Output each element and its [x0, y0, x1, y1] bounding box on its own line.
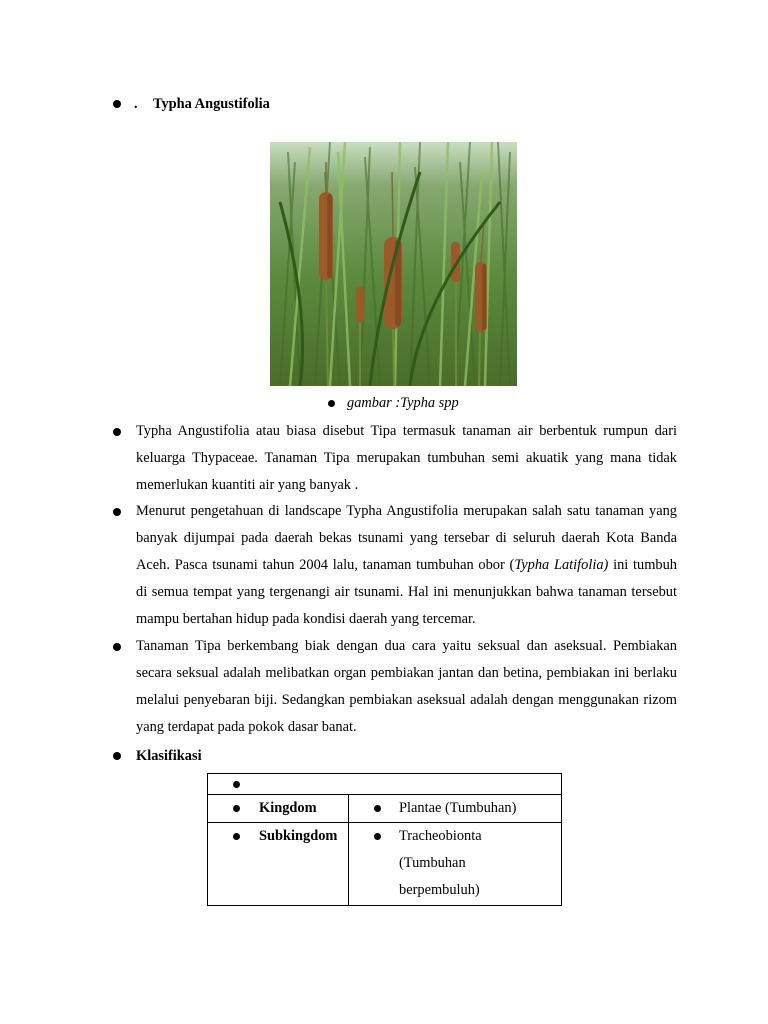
- bullet-icon: [374, 833, 381, 840]
- caption-bullet-icon: [328, 400, 335, 407]
- klasifikasi-title: Klasifikasi: [136, 748, 202, 764]
- paragraph-2: [136, 498, 677, 633]
- bullet-icon: [113, 643, 121, 651]
- paragraph-3: Tanaman Tipa berkembang biak dengan dua cara yaitu seksual dan aseksual. Pembiakan secara seksual adalah melibatkan organ pembiakan jantan dan betina, pembiakan ini berlaku melalui penyebaran biji. Sedangkan pembiakan aseksual adalah dengan menggunakan rizom yang terdapat pada pokok dasar banat.: [136, 638, 677, 735]
- rank-value-line: (Tumbuhan: [399, 855, 466, 871]
- section-heading: [134, 96, 270, 113]
- bullet-icon: [113, 508, 121, 516]
- classification-table: [207, 773, 562, 906]
- bullet-icon: [233, 833, 240, 840]
- typha-photo: [270, 142, 517, 386]
- rank-value-line: Tracheobionta: [399, 828, 482, 844]
- bullet-icon: [233, 781, 240, 788]
- bullet-icon: [374, 805, 381, 812]
- paragraph-2-text-a: Menurut pengetahuan di landscape Typha Angustifolia merupakan salah satu tanaman yang banyak dijumpai pada daerah bekas tsunami yang tersebar di seluruh daerah Kota Banda Aceh. Pasca tsunami tahun 2004 lalu, tanaman tumbuhan obor (: [136, 503, 677, 573]
- rank-label: Kingdom: [259, 800, 317, 816]
- image-caption: [347, 395, 459, 412]
- rank-value: Plantae (Tumbuhan): [399, 800, 517, 816]
- heading-title: Typha Angustifolia: [152, 96, 270, 112]
- paragraph-2-text-b: ini tumbuh di semua tempat yang tergenangi air tsunami. Hal ini menunjukkan bahwa tanaman tersebut mampu bertahan hidup pada kondisi daerah yang tercemar.: [136, 557, 677, 627]
- table-row: [208, 795, 562, 823]
- bullet-icon: [113, 752, 121, 760]
- caption-prefix: gambar :: [347, 395, 401, 411]
- heading-dot: .: [134, 96, 138, 112]
- rank-label: Subkingdom: [259, 828, 338, 844]
- table-row: [208, 823, 562, 906]
- bullet-icon: [113, 428, 121, 436]
- rank-value-line: berpembuluh): [399, 882, 480, 898]
- bullet-icon: [233, 805, 240, 812]
- paragraph-1: Typha Angustifolia atau biasa disebut Tipa termasuk tanaman air berbentuk rumpun dari keluarga Thypaceae. Tanaman Tipa merupakan tumbuhan semi akuatik yang mana tidak memerlukan kuantiti air yang banyak .: [136, 423, 677, 493]
- paragraph-2-italic: Typha Latifolia): [514, 557, 609, 573]
- caption-name: Typha spp: [400, 395, 459, 411]
- table-row: [208, 774, 562, 795]
- bullet-icon: [113, 100, 121, 108]
